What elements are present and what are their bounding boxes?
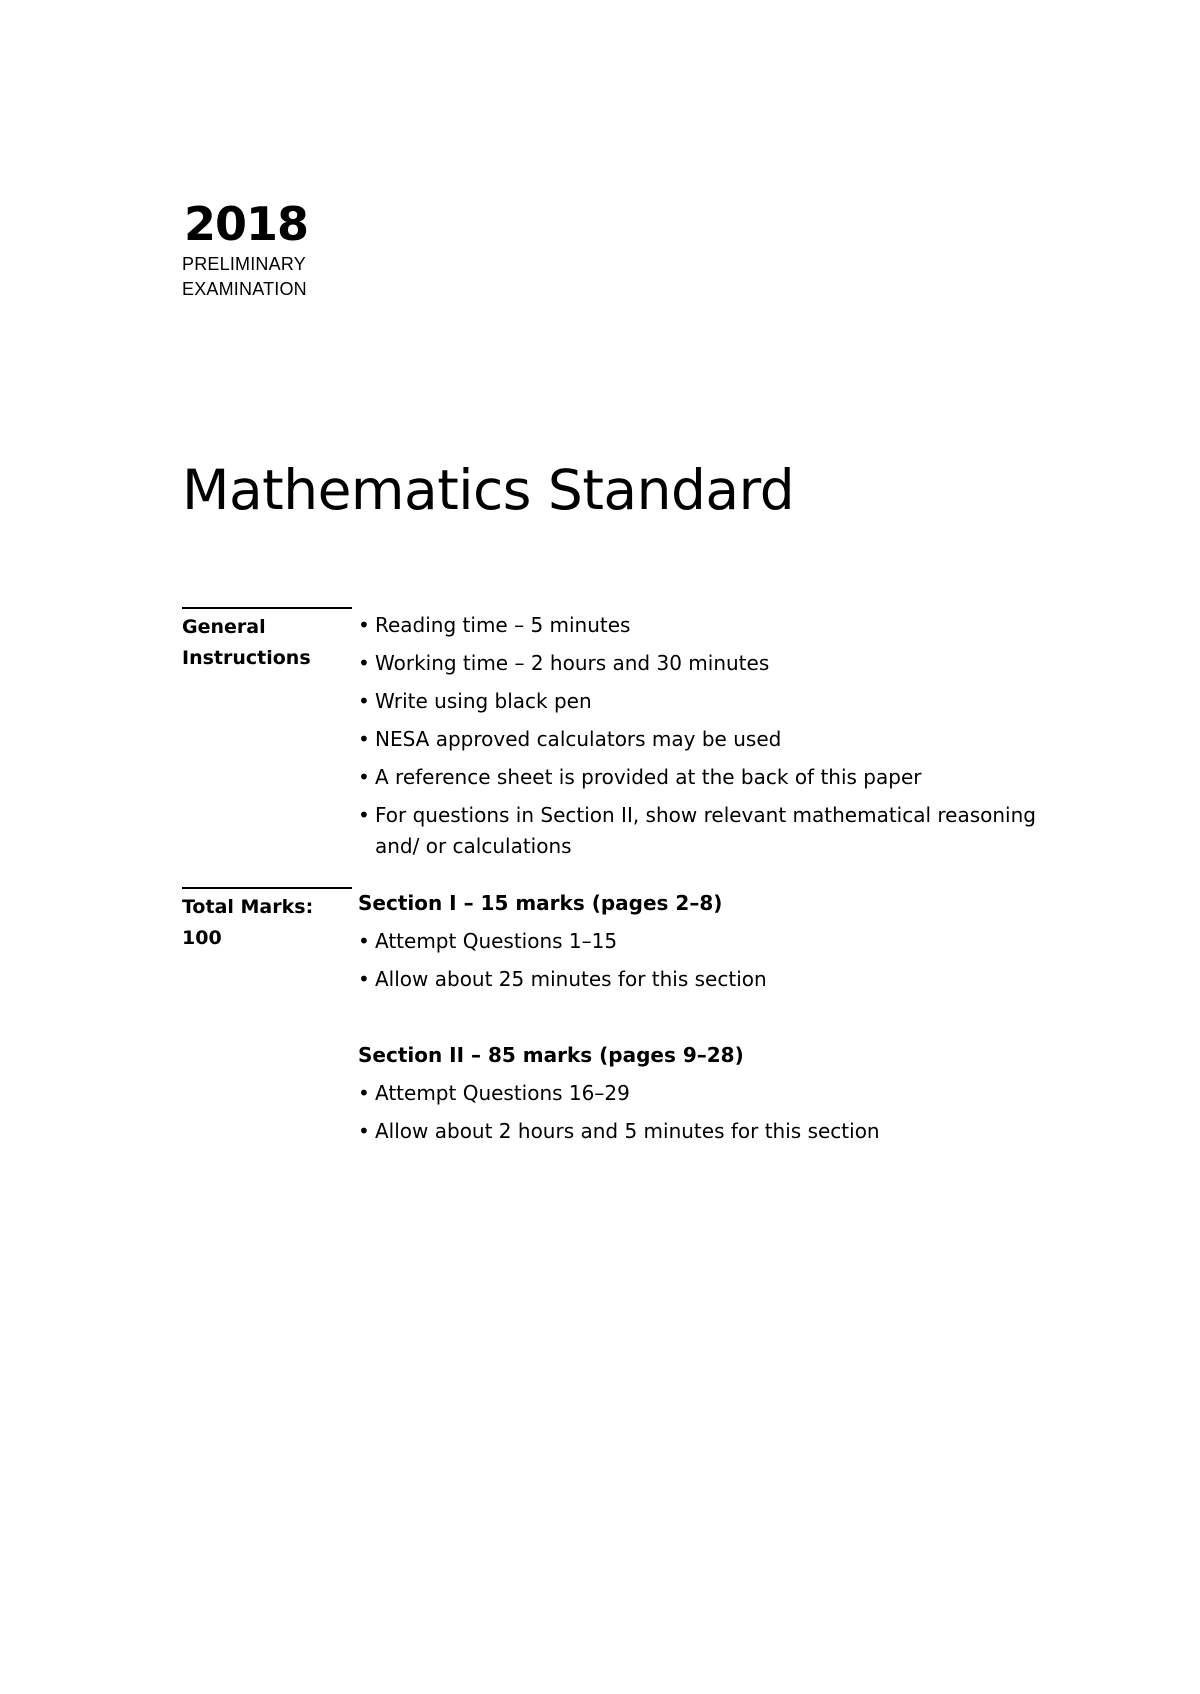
instruction-item: [358, 610, 1048, 641]
sections-list: [358, 888, 1048, 1154]
bullet-icon: •: [358, 1081, 370, 1105]
instruction-text: Write using black pen: [375, 689, 592, 713]
instruction-item: [358, 648, 1048, 679]
general-instructions-label-line-2: Instructions: [182, 647, 311, 669]
section-item: [358, 1078, 1048, 1109]
bullet-icon: •: [358, 803, 370, 827]
bullet-icon: •: [358, 765, 370, 789]
general-instructions-divider: [182, 607, 352, 609]
section-2-heading: Section II – 85 marks (pages 9–28): [358, 1043, 744, 1067]
instruction-item: [358, 762, 1048, 793]
section-item-text: Attempt Questions 16–29: [375, 1081, 630, 1105]
section-item-text: Allow about 25 minutes for this section: [375, 967, 767, 991]
general-instructions-label-line-1: General: [182, 616, 266, 638]
section-item-text: Attempt Questions 1–15: [375, 929, 618, 953]
exam-header: [182, 196, 342, 302]
paper-title: Mathematics Standard: [182, 458, 795, 522]
bullet-icon: •: [358, 929, 370, 953]
exam-type-line-2: EXAMINATION: [182, 279, 307, 299]
bullet-icon: •: [358, 651, 370, 675]
instruction-item: [358, 724, 1048, 755]
instruction-text: NESA approved calculators may be used: [375, 727, 782, 751]
general-instructions-list: [358, 610, 1048, 869]
bullet-icon: •: [358, 727, 370, 751]
total-marks-label-line-1: Total Marks:: [182, 896, 314, 918]
general-instructions-label: [182, 612, 352, 674]
section-spacer: [358, 1002, 1048, 1040]
instruction-text: A reference sheet is provided at the back of this paper: [375, 765, 922, 789]
instruction-text: For questions in Section II, show relevant mathematical reasoning and/ or calculations: [375, 803, 1036, 858]
section-1-heading: Section I – 15 marks (pages 2–8): [358, 891, 723, 915]
section-item: [358, 1116, 1048, 1147]
total-marks-divider: [182, 887, 352, 889]
total-marks-value: 100: [182, 927, 222, 949]
section-item-text: Allow about 2 hours and 5 minutes for this section: [375, 1119, 880, 1143]
section-item: [358, 926, 1048, 957]
bullet-icon: •: [358, 613, 370, 637]
exam-year: 2018: [183, 197, 309, 251]
instruction-text: Reading time – 5 minutes: [375, 613, 631, 637]
instruction-item: [358, 686, 1048, 717]
bullet-icon: •: [358, 967, 370, 991]
section-item: [358, 964, 1048, 995]
bullet-icon: •: [358, 689, 370, 713]
total-marks-label: [182, 892, 352, 954]
bullet-icon: •: [358, 1119, 370, 1143]
instruction-text: Working time – 2 hours and 30 minutes: [375, 651, 770, 675]
exam-type-line-1: PRELIMINARY: [182, 254, 306, 274]
instruction-item: [358, 800, 1048, 862]
